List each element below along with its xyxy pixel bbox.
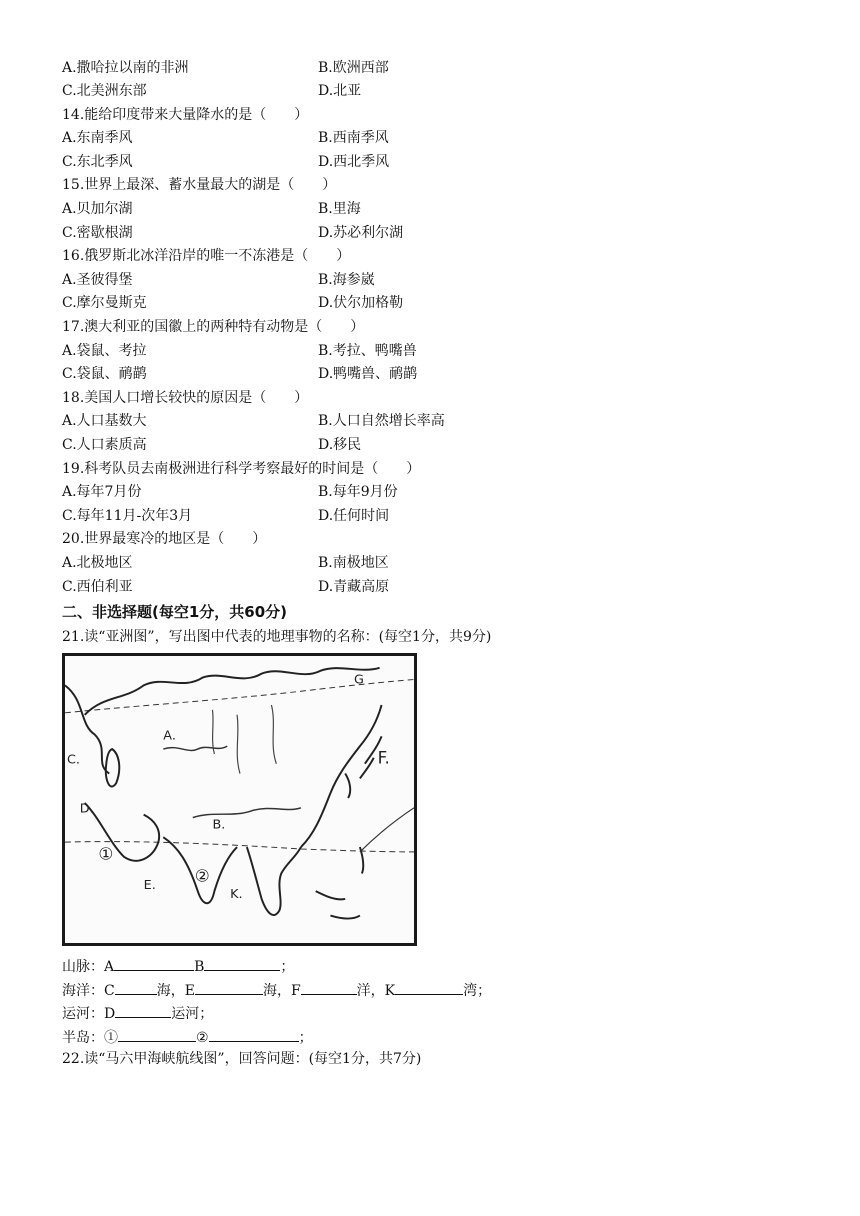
blank-bandao-1[interactable] xyxy=(118,1025,196,1042)
q14-option-d: D.西北季风 xyxy=(318,154,390,170)
haiyang-f-letter: F xyxy=(290,983,301,999)
shanmai-end: ； xyxy=(280,959,295,975)
q15-option-b: B.里海 xyxy=(318,201,361,217)
q14-option-a: A.东南季风 xyxy=(62,130,133,146)
southeast-islands xyxy=(316,847,364,919)
q14-stem: 14.能给印度带来大量降水的是（ ） xyxy=(62,107,309,123)
pacific-line xyxy=(360,808,414,852)
q15-option-c: C.密歇根湖 xyxy=(62,225,133,241)
blank-shanmai-a[interactable] xyxy=(114,954,194,971)
label-e: E. xyxy=(143,878,156,894)
haiyang-e-suffix: 海， xyxy=(262,983,291,999)
label-circle-1: ① xyxy=(98,844,114,864)
shanmai-label: 山脉： xyxy=(62,959,104,975)
q18-option-d: D.移民 xyxy=(318,437,362,453)
haiyang-k-suffix: 湾； xyxy=(463,983,492,999)
q16-option-c: C.摩尔曼斯克 xyxy=(62,295,147,311)
mountain-range-b xyxy=(193,808,301,818)
shanmai-line xyxy=(62,954,294,976)
q18-option-a: A.人口基数大 xyxy=(62,413,147,429)
haiyang-label: 海洋： xyxy=(62,983,104,999)
arabian-peninsula xyxy=(85,803,159,861)
q18-stem: 18.美国人口增长较快的原因是（ ） xyxy=(62,390,309,406)
bandao-end: ； xyxy=(298,1030,313,1046)
q17-option-a: A.袋鼠、考拉 xyxy=(62,343,147,359)
label-circle-2: ② xyxy=(194,866,210,886)
haiyang-c-letter: C xyxy=(104,983,115,999)
q14-option-c: C.东北季风 xyxy=(62,154,133,170)
q17-option-d: D.鸭嘴兽、鸸鹋 xyxy=(318,366,418,382)
q13-option-d: D.北亚 xyxy=(318,83,362,99)
label-c: C. xyxy=(66,752,80,768)
q15-option-d: D.苏必利尔湖 xyxy=(318,225,404,241)
blank-haiyang-k[interactable] xyxy=(395,978,463,995)
korea-peninsula xyxy=(345,774,350,798)
blank-haiyang-c[interactable] xyxy=(115,978,157,995)
q20-option-c: C.西伯利亚 xyxy=(62,579,133,595)
q16-option-a: A.圣彼得堡 xyxy=(62,272,133,288)
q15-option-a: A.贝加尔湖 xyxy=(62,201,133,217)
q16-option-d: D.伏尔加格勒 xyxy=(318,295,404,311)
q13-option-b: B.欧洲西部 xyxy=(318,60,389,76)
bandao-circle-1: ① xyxy=(104,1030,118,1046)
yunhe-line xyxy=(62,1001,213,1023)
q17-option-b: B.考拉、鸭嘴兽 xyxy=(318,343,417,359)
bandao-line xyxy=(62,1025,313,1047)
section-title: 二、非选择题(每空1分，共60分) xyxy=(62,603,288,621)
indochina-peninsula xyxy=(247,847,301,915)
q19-stem: 19.科考队员去南极洲进行科学考察最好的时间是（ ） xyxy=(62,461,421,477)
haiyang-f-suffix: 洋， xyxy=(356,983,385,999)
yunhe-label: 运河： xyxy=(62,1006,104,1022)
asia-map-drawing xyxy=(65,656,414,943)
blank-shanmai-b[interactable] xyxy=(204,954,280,971)
label-a: A. xyxy=(163,728,176,744)
blank-bandao-2[interactable] xyxy=(209,1025,299,1042)
label-b: B. xyxy=(212,817,226,833)
q20-stem: 20.世界最寒冷的地区是（ ） xyxy=(62,531,267,547)
blank-yunhe-d[interactable] xyxy=(115,1001,171,1018)
blank-haiyang-f[interactable] xyxy=(301,978,357,995)
rivers xyxy=(212,705,276,774)
q20-option-a: A.北极地区 xyxy=(62,555,133,571)
label-f: F. xyxy=(377,748,390,768)
north-coastline xyxy=(85,668,380,715)
q14-option-b: B.西南季风 xyxy=(318,130,389,146)
caspian-sea xyxy=(106,749,119,786)
east-coastline xyxy=(301,705,382,847)
q15-stem: 15.世界上最深、蓄水量最大的湖是（ ） xyxy=(62,177,337,193)
haiyang-c-suffix: 海， xyxy=(156,983,185,999)
q19-option-d: D.任何时间 xyxy=(318,508,390,524)
haiyang-k-letter: K xyxy=(384,983,396,999)
q13-option-a: A.撒哈拉以南的非洲 xyxy=(62,60,189,76)
q16-stem: 16.俄罗斯北冰洋沿岸的唯一不冻港是（ ） xyxy=(62,248,351,264)
blank-haiyang-e[interactable] xyxy=(195,978,263,995)
yunhe-d-letter: D xyxy=(104,1006,116,1022)
q13-option-c: C.北美洲东部 xyxy=(62,83,147,99)
q17-option-c: C.袋鼠、鸸鹋 xyxy=(62,366,147,382)
label-d: D. xyxy=(79,801,94,817)
q18-option-b: B.人口自然增长率高 xyxy=(318,413,445,429)
bandao-label: 半岛： xyxy=(62,1030,104,1046)
shanmai-a-letter: A xyxy=(104,959,115,975)
label-g: G xyxy=(354,672,364,688)
haiyang-e-letter: E xyxy=(184,983,195,999)
bandao-circle-2: ② xyxy=(196,1030,209,1046)
label-k: K. xyxy=(230,886,243,902)
q20-option-d: D.青藏高原 xyxy=(318,579,390,595)
q20-option-b: B.南极地区 xyxy=(318,555,389,571)
q19-option-b: B.每年9月份 xyxy=(318,484,398,500)
haiyang-line xyxy=(62,978,491,1000)
q22-stem: 22.读“马六甲海峡航线图”，回答问题：(每空1分，共7分) xyxy=(62,1051,422,1067)
q18-option-c: C.人口素质高 xyxy=(62,437,147,453)
shanmai-b-letter: B xyxy=(194,959,205,975)
mountain-range-a xyxy=(163,746,227,750)
yunhe-d-suffix: 运河； xyxy=(171,1006,214,1022)
asia-map xyxy=(62,653,417,946)
q16-option-b: B.海参崴 xyxy=(318,272,375,288)
q21-stem: 21.读“亚洲图”，写出图中代表的地理事物的名称：(每空1分，共9分) xyxy=(62,629,492,645)
q17-stem: 17.澳大利亚的国徽上的两种特有动物是（ ） xyxy=(62,319,365,335)
q19-option-c: C.每年11月-次年3月 xyxy=(62,508,193,524)
q19-option-a: A.每年7月份 xyxy=(62,484,142,500)
